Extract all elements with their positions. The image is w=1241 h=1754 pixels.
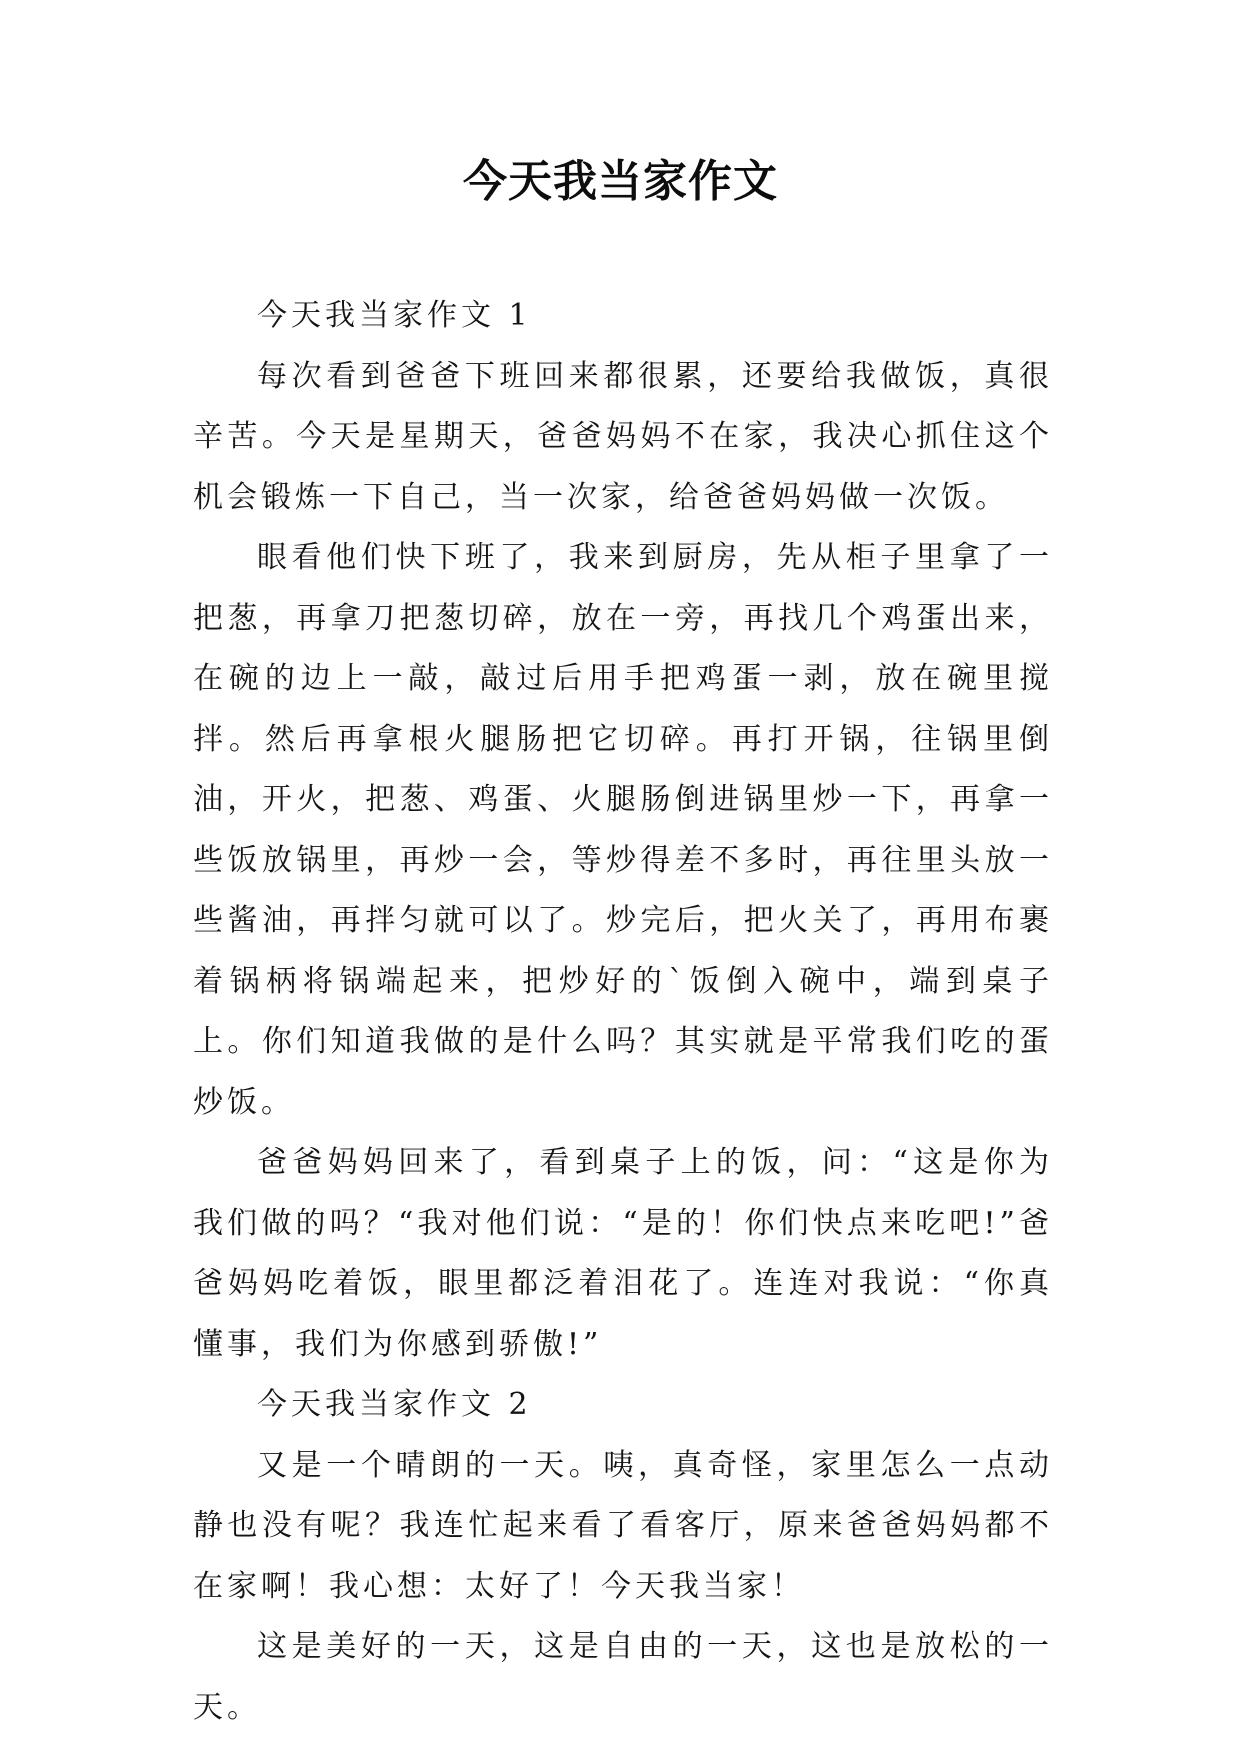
paragraph: 每次看到爸爸下班回来都很累，还要给我做饭，真很辛苦。今天是星期天，爸爸妈妈不在家，我决心抓住这个机会锻炼一下自己，当一次家，给爸爸妈妈做一次饭。: [193, 358, 1053, 515]
document-body: [193, 286, 1053, 1738]
paragraph: 又是一个晴朗的一天。咦，真奇怪，家里怎么一点动静也没有呢？我连忙起来看了看客厅，原来爸爸妈妈都不在家啊！我心想：太好了！今天我当家！: [193, 1447, 1053, 1604]
paragraph: 眼看他们快下班了，我来到厨房，先从柜子里拿了一把葱，再拿刀把葱切碎，放在一旁，再找几个鸡蛋出来，在碗的边上一敲，敲过后用手把鸡蛋一剥，放在碗里搅拌。然后再拿根火腿肠把它切碎。再打开锅，往锅里倒油，开火，把葱、鸡蛋、火腿肠倒进锅里炒一下，再拿一些饭放锅里，再炒一会，等炒得差不多时，再往里头放一些酱油，再拌匀就可以了。炒完后，把火关了，再用布裹着锅柄将锅端起来，把炒好的`饭倒入碗中，端到桌子上。你们知道我做的是什么吗？其实就是平常我们吃的蛋炒饭。: [193, 540, 1053, 1120]
section-heading: 今天我当家作文 1: [257, 298, 532, 333]
section-heading: 今天我当家作文 2: [257, 1387, 532, 1422]
document-title: 今天我当家作文: [463, 156, 778, 207]
paragraph: 爸爸妈妈回来了，看到桌子上的饭，问：“这是你为我们做的吗？“我对他们说：“是的！你们快点来吃吧!”爸爸妈妈吃着饭，眼里都泛着泪花了。连连对我说：“你真懂事，我们为你感到骄傲!”: [193, 1145, 1053, 1362]
paragraph: 这是美好的一天，这是自由的一天，这也是放松的一天。: [193, 1629, 1053, 1725]
